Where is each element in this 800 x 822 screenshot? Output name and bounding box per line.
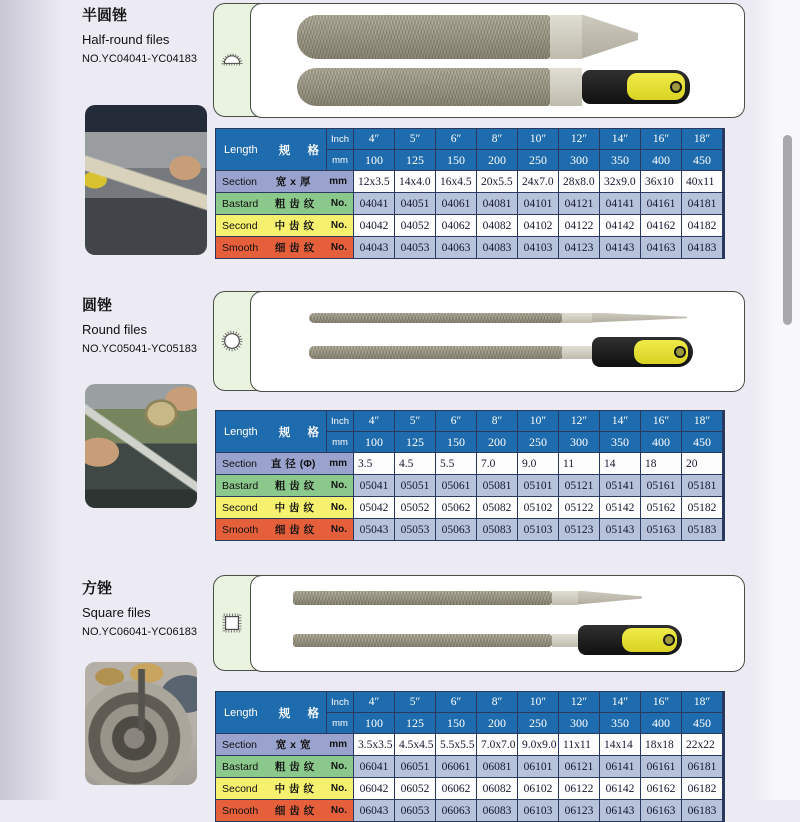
table-cell: 06063 [436, 800, 476, 821]
column-header-mm: 125 [395, 432, 435, 452]
file-with-handle [297, 68, 690, 106]
row-label-en: Bastard [222, 479, 259, 492]
column-header-inch: 6″ [436, 411, 476, 431]
file-tang [578, 591, 642, 605]
row-label-cn: 中 齿 纹 [274, 220, 314, 232]
section-title-en: Half-round files [82, 32, 170, 47]
row-label-en: Smooth [222, 523, 259, 536]
panel-inner [250, 291, 745, 392]
column-header-inch: 16″ [641, 692, 681, 712]
table-cell: 06143 [600, 800, 640, 821]
column-header-mm: 300 [559, 432, 599, 452]
row-label-en: Second [222, 501, 258, 514]
section-model-range: NO.YC04041-YC04183 [82, 53, 197, 65]
section-title-cn: 圆锉 [82, 297, 113, 314]
product-panel [213, 291, 744, 391]
row-label-en: Section [222, 175, 258, 188]
column-header-inch: 16″ [641, 411, 681, 431]
file-handle [582, 70, 690, 104]
table-cell: 32x9.0 [600, 171, 640, 192]
column-header-inch: 5″ [395, 411, 435, 431]
row-label-cn: 细 齿 纹 [274, 805, 315, 817]
table-cell: 11x11 [559, 734, 599, 755]
section-info [82, 4, 214, 65]
table-cell: 05183 [682, 519, 722, 540]
column-header-mm: 250 [518, 713, 558, 733]
column-header-inch: 14″ [600, 411, 640, 431]
table-cell: 04063 [436, 237, 476, 258]
row-label-unit: mm [329, 176, 347, 187]
file-with-handle [309, 346, 693, 359]
row-label-cn: 中 齿 纹 [274, 783, 314, 795]
column-header-mm: 350 [600, 150, 640, 170]
table-cell: 04043 [354, 237, 394, 258]
section-title-cn: 方锉 [82, 580, 113, 597]
column-header-inch: 12″ [559, 129, 599, 149]
column-header-inch: 12″ [559, 411, 599, 431]
column-header-mm: 200 [477, 432, 517, 452]
table-cell: 05081 [477, 475, 517, 496]
row-label-section [216, 453, 353, 474]
column-header-inch: 10″ [518, 129, 558, 149]
unit-mm-label: mm [327, 150, 353, 170]
table-cell: 06083 [477, 800, 517, 821]
table-cell: 06142 [600, 778, 640, 799]
usage-photo [85, 105, 207, 255]
table-cell: 14x4.0 [395, 171, 435, 192]
column-header-mm: 125 [395, 713, 435, 733]
row-label-en: Bastard [222, 197, 259, 210]
column-header-mm: 450 [682, 432, 722, 452]
row-label-en: Bastard [222, 760, 259, 773]
row-label-cn: 细 齿 纹 [274, 524, 315, 536]
column-header-mm: 300 [559, 150, 599, 170]
panel-inner [250, 575, 745, 672]
row-label-en: Second [222, 219, 258, 232]
section-title-en: Round files [82, 322, 148, 337]
row-label-unit: No. [330, 480, 347, 491]
file-body [293, 591, 552, 605]
column-header-mm: 400 [641, 150, 681, 170]
column-header-mm: 450 [682, 150, 722, 170]
table-cell: 04163 [641, 237, 681, 258]
column-header-mm: 200 [477, 150, 517, 170]
table-cell: 05051 [395, 475, 435, 496]
row-label-cn: 粗 齿 纹 [274, 198, 315, 210]
row-label-unit: mm [329, 458, 347, 469]
table-cell: 06082 [477, 778, 517, 799]
file-section [0, 0, 800, 285]
table-cell: 4.5 [395, 453, 435, 474]
section-model-range: NO.YC06041-YC06183 [82, 626, 197, 638]
column-header-mm: 300 [559, 713, 599, 733]
column-header-inch: 10″ [518, 411, 558, 431]
row-label-bastard [216, 475, 353, 496]
row-label-unit: No. [330, 242, 347, 253]
table-corner-cell [216, 129, 326, 170]
table-cell: 14 [600, 453, 640, 474]
table-cell: 04181 [682, 193, 722, 214]
table-cell: 28x8.0 [559, 171, 599, 192]
row-label-cn: 宽 x 宽 [275, 739, 311, 751]
table-cell: 06043 [354, 800, 394, 821]
column-header-inch: 12″ [559, 692, 599, 712]
column-header-inch: 5″ [395, 692, 435, 712]
file-section [0, 568, 800, 817]
table-cell: 05182 [682, 497, 722, 518]
table-cell: 7.0 [477, 453, 517, 474]
table-cell: 04103 [518, 237, 558, 258]
table-cell: 06052 [395, 778, 435, 799]
file-section [0, 285, 800, 568]
file-heel [552, 634, 578, 647]
file-tang [582, 15, 638, 59]
table-cell: 20x5.5 [477, 171, 517, 192]
file-heel [550, 68, 582, 106]
scrollbar-thumb[interactable] [783, 135, 792, 325]
row-label-section [216, 171, 353, 192]
section-info [82, 577, 214, 638]
table-cell: 05041 [354, 475, 394, 496]
table-cell: 3.5 [354, 453, 394, 474]
table-cell: 05141 [600, 475, 640, 496]
table-cell: 04143 [600, 237, 640, 258]
file-heel [562, 313, 592, 323]
row-label-unit: No. [330, 524, 347, 535]
table-cell: 24x7.0 [518, 171, 558, 192]
file-handle [592, 337, 693, 367]
file-without-handle [293, 591, 642, 605]
row-label-bastard [216, 193, 353, 214]
column-header-inch: 4″ [354, 129, 394, 149]
table-cell: 04121 [559, 193, 599, 214]
row-label-section [216, 734, 353, 755]
file-without-handle [297, 15, 638, 59]
column-header-mm: 400 [641, 713, 681, 733]
table-cell: 05103 [518, 519, 558, 540]
table-cell: 04161 [641, 193, 681, 214]
handle-hole-icon [676, 348, 684, 356]
table-cell: 04051 [395, 193, 435, 214]
table-cell: 06121 [559, 756, 599, 777]
usage-photo [85, 384, 197, 508]
table-cell: 20 [682, 453, 722, 474]
row-label-unit: No. [330, 761, 347, 772]
table-cell: 40x11 [682, 171, 722, 192]
row-label-unit: mm [329, 739, 347, 750]
row-label-second [216, 497, 353, 518]
table-cell: 06103 [518, 800, 558, 821]
table-cell: 5.5x5.5 [436, 734, 476, 755]
row-label-en: Section [222, 738, 258, 751]
table-cell: 06061 [436, 756, 476, 777]
table-cell: 06042 [354, 778, 394, 799]
row-label-en: Second [222, 782, 258, 795]
table-cell: 06051 [395, 756, 435, 777]
table-cell: 06102 [518, 778, 558, 799]
column-header-mm: 350 [600, 432, 640, 452]
table-cell: 3.5x3.5 [354, 734, 394, 755]
corner-label: Length [224, 706, 258, 719]
table-cell: 06161 [641, 756, 681, 777]
table-cell: 04083 [477, 237, 517, 258]
table-cell: 14x14 [600, 734, 640, 755]
column-header-mm: 200 [477, 713, 517, 733]
panel-strip [214, 292, 250, 390]
unit-mm-label: mm [327, 713, 353, 733]
table-cell: 04061 [436, 193, 476, 214]
product-panel [213, 575, 744, 671]
table-cell: 06081 [477, 756, 517, 777]
corner-label-cn: 规 格 [278, 144, 319, 157]
table-cell: 04042 [354, 215, 394, 236]
table-cell: 05122 [559, 497, 599, 518]
table-cell: 04101 [518, 193, 558, 214]
unit-inch-label: Inch [327, 411, 353, 431]
column-header-inch: 8″ [477, 129, 517, 149]
table-cell: 04183 [682, 237, 722, 258]
row-label-smooth [216, 237, 353, 258]
table-cell: 05162 [641, 497, 681, 518]
spec-table [215, 691, 725, 822]
column-header-inch: 10″ [518, 692, 558, 712]
round-section-icon [221, 330, 243, 352]
corner-label-cn: 规 格 [278, 426, 319, 439]
table-cell: 22x22 [682, 734, 722, 755]
section-title-en: Square files [82, 605, 151, 620]
column-header-inch: 18″ [682, 129, 722, 149]
row-label-unit: No. [330, 502, 347, 513]
table-cell: 06183 [682, 800, 722, 821]
table-cell: 06141 [600, 756, 640, 777]
table-cell: 05063 [436, 519, 476, 540]
column-header-inch: 18″ [682, 411, 722, 431]
file-heel [562, 346, 592, 359]
table-cell: 05061 [436, 475, 476, 496]
unit-inch-label: Inch [327, 129, 353, 149]
panel-inner [250, 3, 745, 118]
table-cell: 11 [559, 453, 599, 474]
column-header-mm: 150 [436, 713, 476, 733]
table-cell: 05163 [641, 519, 681, 540]
file-heel [552, 591, 578, 605]
table-cell: 06062 [436, 778, 476, 799]
row-label-second [216, 778, 353, 799]
file-handle [578, 625, 682, 655]
corner-label: Length [224, 425, 258, 438]
table-cell: 5.5 [436, 453, 476, 474]
row-label-en: Smooth [222, 241, 259, 254]
table-cell: 05043 [354, 519, 394, 540]
row-label-cn: 粗 齿 纹 [274, 480, 315, 492]
table-cell: 04142 [600, 215, 640, 236]
corner-label-cn: 规 格 [278, 707, 319, 720]
table-cell: 05181 [682, 475, 722, 496]
table-cell: 05142 [600, 497, 640, 518]
table-cell: 06041 [354, 756, 394, 777]
table-cell: 05102 [518, 497, 558, 518]
column-header-inch: 8″ [477, 692, 517, 712]
file-body [293, 634, 552, 647]
table-cell: 05143 [600, 519, 640, 540]
table-cell: 4.5x4.5 [395, 734, 435, 755]
unit-inch-label: Inch [327, 692, 353, 712]
column-header-inch: 14″ [600, 129, 640, 149]
section-info [82, 294, 214, 355]
corner-label: Length [224, 143, 258, 156]
column-header-inch: 8″ [477, 411, 517, 431]
table-cell: 05082 [477, 497, 517, 518]
column-header-inch: 6″ [436, 692, 476, 712]
table-cell: 06163 [641, 800, 681, 821]
file-tang [592, 313, 687, 323]
table-cell: 18 [641, 453, 681, 474]
table-cell: 05062 [436, 497, 476, 518]
section-model-range: NO.YC05041-YC05183 [82, 343, 197, 355]
section-title-cn: 半圆锉 [82, 7, 128, 24]
table-cell: 06101 [518, 756, 558, 777]
table-cell: 04122 [559, 215, 599, 236]
table-cell: 9.0 [518, 453, 558, 474]
table-cell: 04081 [477, 193, 517, 214]
column-header-inch: 18″ [682, 692, 722, 712]
panel-strip [214, 4, 250, 116]
table-cell: 05101 [518, 475, 558, 496]
column-header-inch: 6″ [436, 129, 476, 149]
column-header-inch: 4″ [354, 692, 394, 712]
row-label-unit: No. [330, 198, 347, 209]
column-header-mm: 450 [682, 713, 722, 733]
row-label-cn: 宽 x 厚 [275, 176, 311, 188]
table-cell: 04102 [518, 215, 558, 236]
table-cell: 05121 [559, 475, 599, 496]
table-cell: 7.0x7.0 [477, 734, 517, 755]
file-body [309, 313, 562, 323]
table-cell: 16x4.5 [436, 171, 476, 192]
row-label-cn: 细 齿 纹 [274, 242, 315, 254]
spec-table [215, 410, 725, 541]
table-cell: 04141 [600, 193, 640, 214]
half-round-section-icon [221, 49, 243, 71]
spec-table [215, 128, 725, 259]
table-cell: 04053 [395, 237, 435, 258]
row-label-smooth [216, 800, 353, 821]
table-cell: 06123 [559, 800, 599, 821]
handle-hole-icon [672, 83, 680, 91]
table-cell: 05042 [354, 497, 394, 518]
table-cell: 06182 [682, 778, 722, 799]
file-body [309, 346, 562, 359]
column-header-mm: 350 [600, 713, 640, 733]
table-cell: 05053 [395, 519, 435, 540]
file-with-handle [293, 634, 682, 647]
table-corner-cell [216, 692, 326, 733]
column-header-mm: 250 [518, 432, 558, 452]
column-header-mm: 100 [354, 150, 394, 170]
table-cell: 9.0x9.0 [518, 734, 558, 755]
table-cell: 04082 [477, 215, 517, 236]
column-header-mm: 100 [354, 432, 394, 452]
table-cell: 04162 [641, 215, 681, 236]
row-label-cn: 中 齿 纹 [274, 502, 314, 514]
column-header-inch: 4″ [354, 411, 394, 431]
column-header-mm: 150 [436, 150, 476, 170]
row-label-cn: 直 径 (Φ) [270, 458, 316, 470]
file-body [297, 15, 550, 59]
unit-mm-label: mm [327, 432, 353, 452]
column-header-inch: 14″ [600, 692, 640, 712]
row-label-smooth [216, 519, 353, 540]
column-header-inch: 5″ [395, 129, 435, 149]
panel-strip [214, 576, 250, 670]
square-section-icon [221, 612, 243, 634]
row-label-cn: 粗 齿 纹 [274, 761, 315, 773]
column-header-mm: 150 [436, 432, 476, 452]
column-header-mm: 100 [354, 713, 394, 733]
column-header-inch: 16″ [641, 129, 681, 149]
table-cell: 05161 [641, 475, 681, 496]
row-label-bastard [216, 756, 353, 777]
table-cell: 05123 [559, 519, 599, 540]
table-cell: 04052 [395, 215, 435, 236]
row-label-en: Section [222, 457, 258, 470]
column-header-mm: 250 [518, 150, 558, 170]
row-label-en: Smooth [222, 804, 259, 817]
usage-photo [85, 662, 197, 785]
table-cell: 05052 [395, 497, 435, 518]
table-cell: 06122 [559, 778, 599, 799]
column-header-mm: 125 [395, 150, 435, 170]
table-cell: 06181 [682, 756, 722, 777]
column-header-mm: 400 [641, 432, 681, 452]
table-cell: 04123 [559, 237, 599, 258]
file-heel [550, 15, 582, 59]
table-cell: 36x10 [641, 171, 681, 192]
table-cell: 05083 [477, 519, 517, 540]
row-label-unit: No. [330, 220, 347, 231]
table-cell: 06053 [395, 800, 435, 821]
table-cell: 04182 [682, 215, 722, 236]
handle-hole-icon [665, 636, 673, 644]
table-cell: 18x18 [641, 734, 681, 755]
row-label-unit: No. [330, 783, 347, 794]
table-corner-cell [216, 411, 326, 452]
table-cell: 04041 [354, 193, 394, 214]
table-cell: 06162 [641, 778, 681, 799]
row-label-unit: No. [330, 805, 347, 816]
file-body [297, 68, 550, 106]
file-without-handle [309, 313, 687, 323]
row-label-second [216, 215, 353, 236]
product-panel [213, 3, 744, 117]
table-cell: 04062 [436, 215, 476, 236]
table-cell: 12x3.5 [354, 171, 394, 192]
